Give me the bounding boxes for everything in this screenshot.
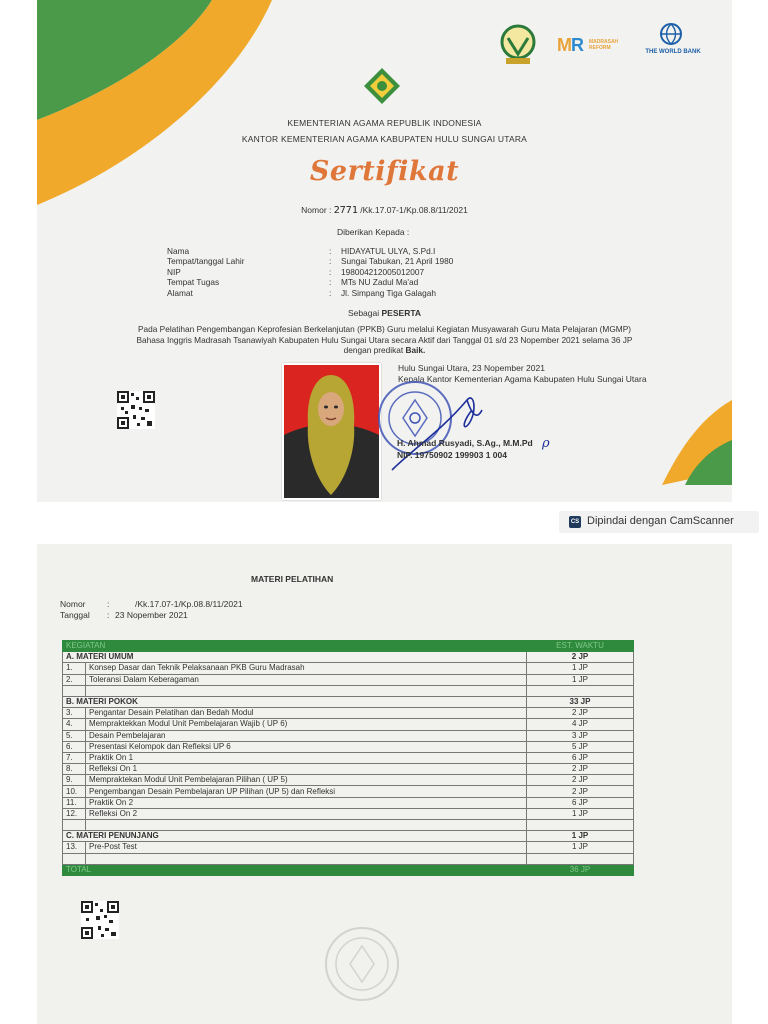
initial-mark: ρ bbox=[542, 436, 550, 451]
svg-text:R: R bbox=[571, 35, 584, 55]
world-bank-text: THE WORLD BANK bbox=[645, 49, 701, 55]
materi-page: MATERI PELATIHAN Nomor : /Kk.17.07-1/Kp.08.8/11/2021 Tanggal : 23 Nopember 2021 KEGIATAN EST. WAKTU A. MATERI UMUM 2 JP 1. Konsep Dasar dan Teknik Pelaksanaan PKB Guru Madrasah 1 JP 2. Toleransi Dalam Keberagaman 1 JP B. MATERI POKOK 33 JP 3. Pengantar Desain Pelatihan dan Bedah Modul 2 JP 4. Mempraktekkan Modul Unit Pembelajaran Wajib ( UP 6) 4 JP 5. Desain Pembelajaran 3 JP 6. Presentasi Kelompok dan Refleksi UP 6 5 JP 7. Praktik On 1 6 JP 8. Refleksi On 1 2 JP 9. Mempraktekan Modul Unit Pembelajaran Pilihan ( UP 5) 2 JP 10. Pengembangan Desain Pembelajaran UP Pilihan (UP 5) dan Refleksi 2 JP 11. Praktik On 2 6 JP 12. Refleksi On 2 1 JP C. MATERI PENUNJANG 1 JP 13. Pre-Post Test 1 JP TOTAL 36 JP bbox=[37, 544, 732, 1024]
field-value-nip: 198004212005012007 bbox=[341, 266, 425, 277]
row-duration: 1 JP bbox=[527, 663, 634, 674]
role-value: PESERTA bbox=[381, 308, 422, 318]
table-section-row bbox=[63, 831, 634, 842]
row-duration: 33 JP bbox=[527, 696, 634, 707]
row-duration: 4 JP bbox=[527, 719, 634, 730]
signature bbox=[382, 380, 502, 475]
table-row bbox=[63, 820, 634, 831]
row-number: 12. bbox=[63, 808, 86, 819]
field-label-nip: NIP bbox=[167, 266, 181, 277]
signer-nip: NIP. 19750902 199903 1 004 bbox=[397, 450, 507, 460]
description-line-1: Pada Pelatihan Pengembangan Keprofesian Berkelanjutan (PPKB) Guru melalui Kegiatan Musyawarah Guru Mata Pelajaran (MGMP) bbox=[137, 324, 631, 334]
table-row bbox=[63, 730, 634, 741]
materi-tanggal-label: Tanggal bbox=[60, 610, 90, 620]
qr-code-2 bbox=[81, 901, 119, 939]
table-row bbox=[63, 842, 634, 853]
table-section-row bbox=[63, 696, 634, 707]
field-label-workplace: Tempat Tugas bbox=[167, 277, 220, 288]
materi-title: MATERI PELATIHAN bbox=[251, 574, 334, 584]
row-duration: 2 JP bbox=[527, 786, 634, 797]
table-row bbox=[63, 708, 634, 719]
row-activity: Desain Pembelajaran bbox=[86, 730, 527, 741]
table-row bbox=[63, 674, 634, 685]
row-duration: 1 JP bbox=[527, 674, 634, 685]
row-number: 9. bbox=[63, 775, 86, 786]
table-header bbox=[63, 641, 634, 652]
section-label: B. MATERI POKOK bbox=[63, 696, 527, 707]
certificate-title: Sertifikat bbox=[309, 156, 460, 187]
predicate-prefix: dengan predikat bbox=[343, 345, 404, 355]
row-number: 3. bbox=[63, 708, 86, 719]
total-value: 36 JP bbox=[527, 864, 634, 875]
row-duration: 6 JP bbox=[527, 797, 634, 808]
row-duration: 1 JP bbox=[527, 831, 634, 842]
role-line bbox=[37, 308, 732, 318]
madrasah-reform-logo bbox=[557, 33, 627, 57]
svg-text:M: M bbox=[557, 35, 572, 55]
field-label-name: Nama bbox=[167, 246, 190, 256]
description-line-2: Bahasa Inggris Madrasah Tsanawiyah Kabupaten Hulu Sungai Utara secara Aktif dari Tanggal 01 s/d 23 Nopember 2021 selama 36 JP bbox=[136, 334, 633, 345]
row-duration: 2 JP bbox=[527, 775, 634, 786]
row-duration: 1 JP bbox=[527, 842, 634, 853]
row-number: 6. bbox=[63, 741, 86, 752]
row-number: 1. bbox=[63, 663, 86, 674]
world-bank-logo bbox=[637, 22, 709, 62]
row-number: 7. bbox=[63, 752, 86, 763]
camscanner-badge bbox=[559, 511, 759, 533]
row-activity: Praktik On 2 bbox=[86, 797, 527, 808]
row-duration bbox=[527, 685, 634, 696]
row-number: 10. bbox=[63, 786, 86, 797]
row-duration bbox=[527, 853, 634, 864]
role-prefix: Sebagai bbox=[347, 308, 380, 318]
row-number: 2. bbox=[63, 674, 86, 685]
row-activity: Pre-Post Test bbox=[86, 842, 527, 853]
materi-nomor-value: /Kk.17.07-1/Kp.08.8/11/2021 bbox=[135, 599, 243, 609]
field-label-address: Alamat bbox=[167, 287, 193, 298]
row-number: 5. bbox=[63, 730, 86, 741]
row-duration bbox=[527, 820, 634, 831]
camscanner-text: Dipindai dengan CamScanner bbox=[587, 515, 734, 527]
row-duration: 6 JP bbox=[527, 752, 634, 763]
row-duration: 2 JP bbox=[527, 708, 634, 719]
field-value-birth: Sungai Tabukan, 21 April 1980 bbox=[341, 256, 454, 267]
table-row bbox=[63, 797, 634, 808]
row-activity: Refleksi On 1 bbox=[86, 764, 527, 775]
table-row bbox=[63, 719, 634, 730]
reform-logo-text: MADRASAH REFORM bbox=[589, 39, 619, 51]
row-activity: Mempraktekkan Modul Unit Pembelajaran Wajib ( UP 6) bbox=[86, 719, 527, 730]
camscanner-logo-icon: CS bbox=[569, 516, 581, 528]
row-number bbox=[63, 853, 86, 864]
row-number: 13. bbox=[63, 842, 86, 853]
field-value-workplace: MTs NU Zadul Ma'ad bbox=[341, 277, 419, 288]
row-duration: 2 JP bbox=[527, 652, 634, 663]
table-row bbox=[63, 764, 634, 775]
qr-code bbox=[117, 391, 155, 429]
table-row bbox=[63, 786, 634, 797]
table-row bbox=[63, 775, 634, 786]
section-label: C. MATERI PENUNJANG bbox=[63, 831, 527, 842]
table-row bbox=[63, 685, 634, 696]
table-row bbox=[63, 853, 634, 864]
row-number bbox=[63, 685, 86, 696]
row-activity: Konsep Dasar dan Teknik Pelaksanaan PKB Guru Madrasah bbox=[86, 663, 527, 674]
recipient-photo bbox=[282, 363, 381, 500]
table-row bbox=[63, 808, 634, 819]
row-number: 4. bbox=[63, 719, 86, 730]
header-kegiatan: KEGIATAN bbox=[63, 641, 527, 652]
table-row bbox=[63, 741, 634, 752]
row-duration: 5 JP bbox=[527, 741, 634, 752]
certificate-page: M R MADRASAH REFORM THE WORLD BANK KEMENTERIAN AGAMA REPUBLIK INDONESIA KANTOR KEMENTERIAN AGAMA KABUPATEN HULU SUNGAI UTARA Sertifikat Nomor : 2771 /Kk.17.07-1/Kp.08.8/11/2021 Diberikan Kepada : Nama Tempat/tanggal Lahir NIP Tempat Tugas Alamat : : : : : HIDAYATUL ULYA, S.Pd.I Sungai Tabukan, 21 April 1980 198004212005012007 MTs NU Zadul Ma'ad Jl. Simpang Tiga Galagah Sebagai PESERTA Pada Pelatihan Pengembangan Keprofesian Berkelanjutan (PPKB) Guru melalui Kegiatan Musyawarah Guru Mata Pelajaran (MGMP) Bahasa Inggris Madrasah Tsanawiyah Kabupaten Hulu Sungai Utara secara Aktif dari Tanggal 01 s/d 23 Nopember 2021 selama 36 JP dengan predikat Baik. Hulu Sungai Utara, 23 Nopember 2021 Kepala Kantor Kementerian Agama Kabupaten Hulu Sungai Utara H. Ahmad Rusyadi, S.Ag., M.M.Pd ρ NIP. 19750902 199903 1 004 bbox=[37, 0, 732, 502]
table-section-row bbox=[63, 652, 634, 663]
place-date: Hulu Sungai Utara, 23 Nopember 2021 bbox=[398, 363, 545, 373]
row-activity: Pengembangan Desain Pembelajaran UP Pilihan (UP 5) dan Refleksi bbox=[86, 786, 527, 797]
field-value-address: Jl. Simpang Tiga Galagah bbox=[341, 287, 437, 298]
materi-table bbox=[62, 640, 634, 876]
predicate-value: Baik. bbox=[405, 345, 426, 355]
section-label: A. MATERI UMUM bbox=[63, 652, 527, 663]
certificate-number bbox=[37, 205, 732, 216]
office-heading: KANTOR KEMENTERIAN AGAMA KABUPATEN HULU SUNGAI UTARA bbox=[241, 134, 528, 144]
header-waktu: EST. WAKTU bbox=[527, 641, 634, 652]
signer-name: H. Ahmad Rusyadi, S.Ag., M.M.Pd bbox=[397, 438, 533, 448]
ministry-emblem bbox=[362, 66, 402, 106]
total-label: TOTAL bbox=[63, 864, 527, 875]
row-activity: Praktik On 1 bbox=[86, 752, 527, 763]
number-rest: /Kk.17.07-1/Kp.08.8/11/2021 bbox=[360, 205, 468, 215]
row-activity: Pengantar Desain Pelatihan dan Bedah Modul bbox=[86, 708, 527, 719]
row-number: 11. bbox=[63, 797, 86, 808]
row-activity: Toleransi Dalam Keberagaman bbox=[86, 674, 527, 685]
table-row bbox=[63, 752, 634, 763]
faded-stamp bbox=[322, 924, 402, 1004]
description-line-3 bbox=[37, 345, 732, 355]
materi-nomor-label: Nomor bbox=[60, 599, 86, 609]
row-activity bbox=[86, 820, 527, 831]
row-duration: 1 JP bbox=[527, 808, 634, 819]
number-label: Nomor : bbox=[301, 205, 332, 215]
ministry-heading: KEMENTERIAN AGAMA REPUBLIK INDONESIA bbox=[287, 118, 482, 128]
table-row bbox=[63, 663, 634, 674]
signer-title: Kepala Kantor Kementerian Agama Kabupaten Hulu Sungai Utara bbox=[398, 374, 647, 384]
row-duration: 3 JP bbox=[527, 730, 634, 741]
field-value-name: HIDAYATUL ULYA, S.Pd.I bbox=[341, 246, 436, 256]
row-activity bbox=[86, 685, 527, 696]
number-handwritten: 2771 bbox=[333, 205, 358, 216]
given-to-label: Diberikan Kepada : bbox=[337, 227, 410, 237]
row-number: 8. bbox=[63, 764, 86, 775]
table-total-row bbox=[63, 864, 634, 875]
materi-tanggal-value: 23 Nopember 2021 bbox=[115, 610, 188, 620]
row-activity bbox=[86, 853, 527, 864]
row-duration: 2 JP bbox=[527, 764, 634, 775]
row-number bbox=[63, 820, 86, 831]
emblem-logo bbox=[500, 22, 536, 66]
row-activity: Mempraktekan Modul Unit Pembelajaran Pilihan ( UP 5) bbox=[86, 775, 527, 786]
row-activity: Presentasi Kelompok dan Refleksi UP 6 bbox=[86, 741, 527, 752]
field-label-birth: Tempat/tanggal Lahir bbox=[167, 256, 245, 267]
row-activity: Refleksi On 2 bbox=[86, 808, 527, 819]
